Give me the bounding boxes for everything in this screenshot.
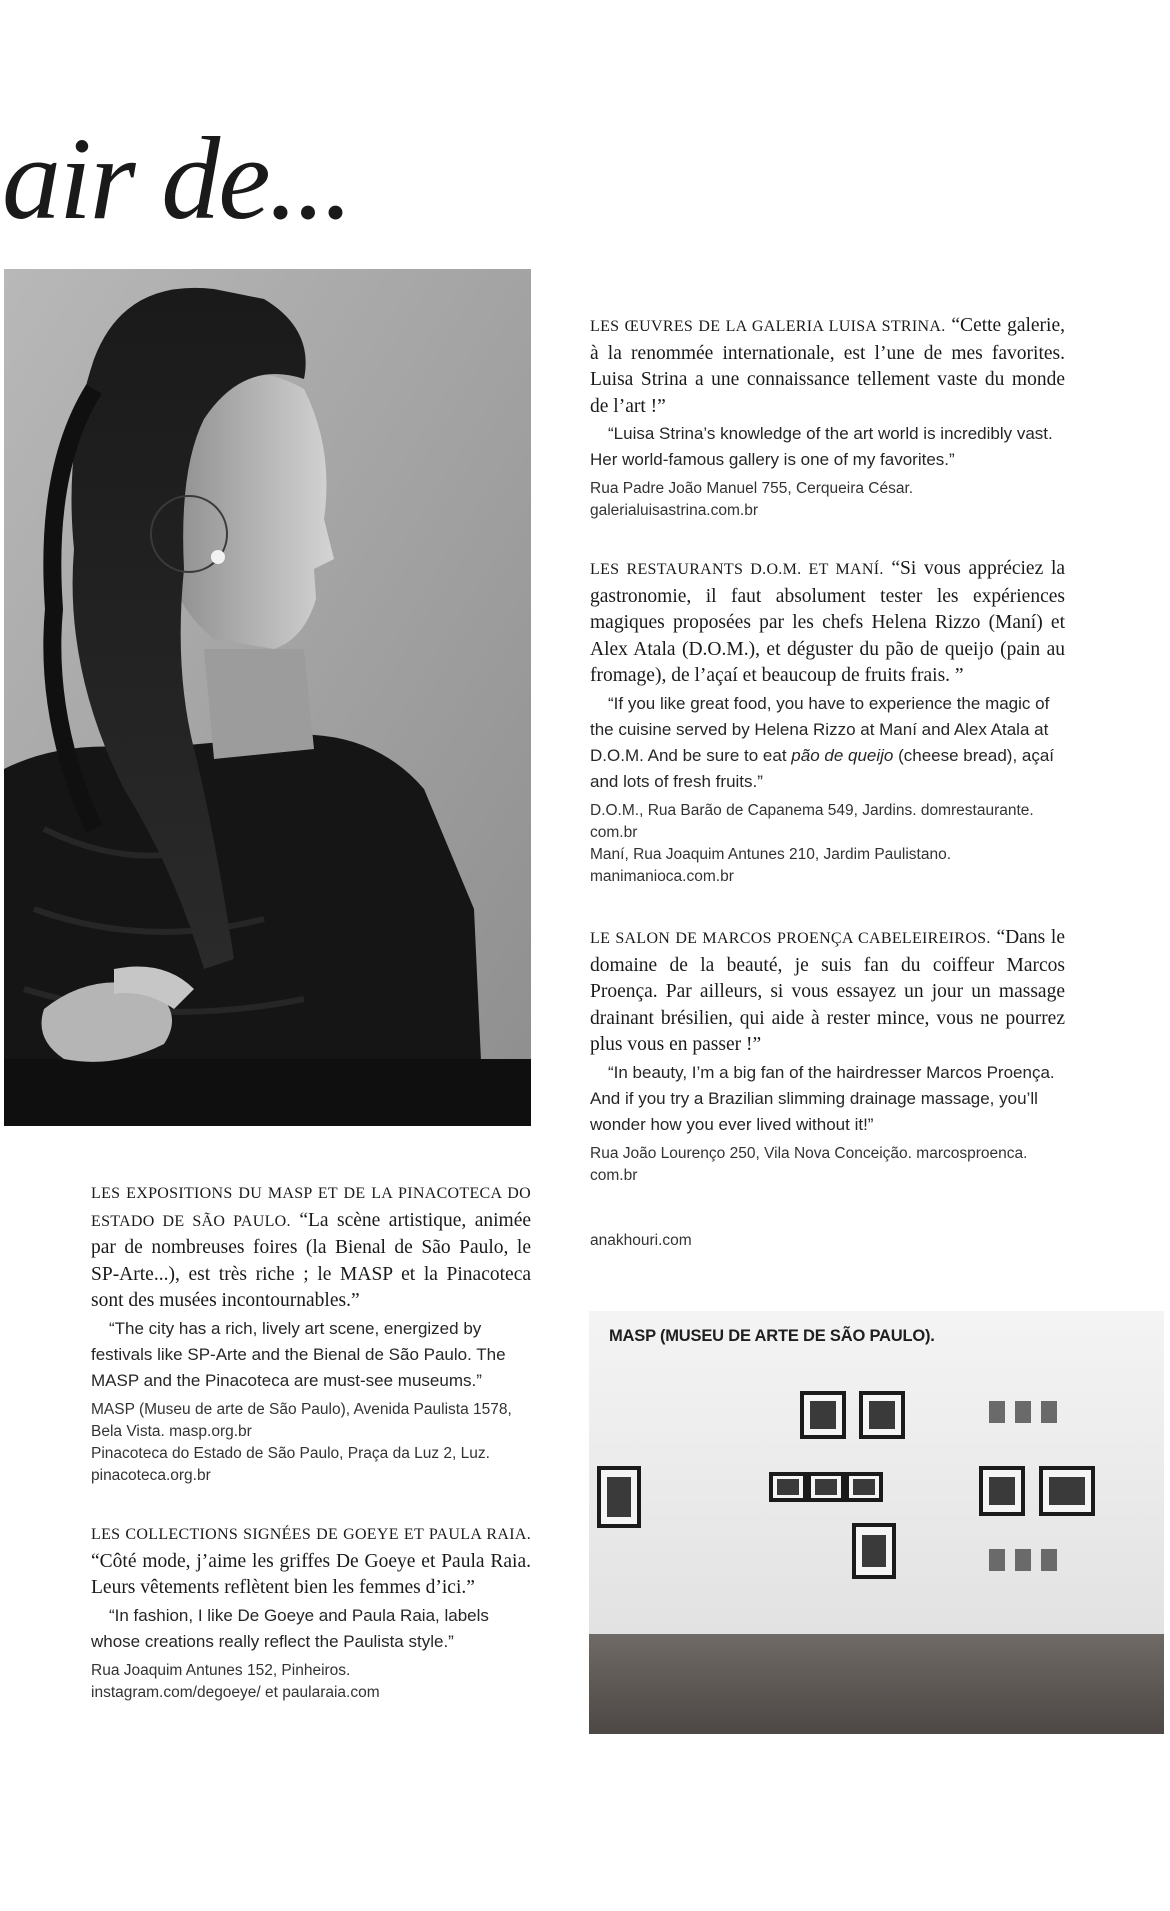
- section-english-italic: pão de queijo: [791, 745, 894, 765]
- website-link[interactable]: anakhouri.com: [590, 1232, 692, 1249]
- section-restaurants-dom-mani: [590, 556, 1065, 888]
- section-degoeye-paularaia: [91, 1521, 531, 1704]
- section-french-text: “Cette galerie, à la renommée internationale, est l’une de mes favorites. Luisa Strina a une connaissance tellement vaste du monde de l’art !”: [590, 315, 1065, 417]
- section-french-text: “Côté mode, j’aime les griffes De Goeye et Paula Raia. Leurs vêtements reflètent bien les femmes d’ici.”: [91, 1550, 531, 1598]
- portrait-photo: [4, 269, 531, 1126]
- section-address-line: galerialuisastrina.com.br: [590, 502, 758, 519]
- page-title: air de...: [2, 113, 352, 244]
- section-english-text: “In fashion, I like De Goeye and Paula Raia, labels whose creations really reflect the Paulista style.”: [91, 1605, 489, 1651]
- masp-photo-caption: MASP (MUSEU DE ARTE DE SÃO PAULO).: [609, 1327, 935, 1345]
- section-address-line: manimanioca.com.br: [590, 867, 734, 885]
- section-english-text: “Luisa Strina’s knowledge of the art world is incredibly vast. Her world-famous gallery is one of my favorites.”: [590, 424, 1053, 469]
- section-address-line: Maní, Rua Joaquim Antunes 210, Jardim Paulistano.: [590, 845, 952, 863]
- section-heading: LES EXPOSITIONS DU MASP ET DE LA PINACOTECA DO ESTADO DE SÃO PAULO.: [91, 1185, 531, 1230]
- section-masp-pinacoteca: [91, 1180, 531, 1487]
- masp-gallery-illustration: [589, 1311, 1164, 1734]
- section-english-text: “The city has a rich, lively art scene, energized by festivals like SP-Arte and the Bienal de São Paulo. The MASP and the Pinacoteca are must-see museums.”: [91, 1318, 506, 1390]
- section-address-line: D.O.M., Rua Barão de Capanema 549, Jardins. domrestaurante.: [590, 801, 1034, 819]
- section-address-line: Rua Joaquim Antunes 152, Pinheiros.: [91, 1661, 351, 1679]
- section-english-text-end: (cheese bread), açaí and lots of fresh fruits.”: [590, 745, 1055, 791]
- section-galeria-luisa-strina: [590, 313, 1065, 522]
- section-salon-marcos-proenca: [590, 925, 1065, 1187]
- section-address-line: Pinacoteca do Estado de São Paulo, Praça da Luz 2, Luz.: [91, 1444, 490, 1462]
- section-french-text: “La scène artistique, animée par de nombreuses foires (la Bienal de São Paulo, le SP-Arte...), est très riche ; le MASP et la Pinacoteca sont des musées incontournables.”: [91, 1209, 532, 1311]
- masp-gallery-photo: [589, 1311, 1164, 1734]
- section-french-text: “Dans le domaine de la beauté, je suis fan du coiffeur Marcos Proença. Par ailleurs, si vous essayez un jour un massage drainant brésilien, qui aide à rester mince, vous ne pourrez plus vous en passer !”: [590, 927, 1065, 1055]
- section-address-line: com.br: [590, 823, 638, 841]
- section-english-text: “In beauty, I’m a big fan of the hairdresser Marcos Proença. And if you try a Brazilian slimming drainage massage, you’ll wonder how you ever lived without it!”: [590, 1062, 1055, 1134]
- section-address-line: instagram.com/degoeye/ et paularaia.com: [91, 1683, 380, 1701]
- section-address-line: Bela Vista. masp.org.br: [91, 1422, 252, 1440]
- section-address-line: Rua João Lourenço 250, Vila Nova Conceição. marcosproenca.: [590, 1144, 1028, 1162]
- section-address-line: MASP (Museu de arte de São Paulo), Avenida Paulista 1578,: [91, 1400, 512, 1418]
- portrait-illustration: [4, 269, 531, 1126]
- section-address-line: pinacoteca.org.br: [91, 1466, 211, 1484]
- section-heading: LES COLLECTIONS SIGNÉES DE GOEYE ET PAULA RAIA.: [91, 1526, 531, 1543]
- section-heading: LES ŒUVRES DE LA GALERIA LUISA STRINA.: [590, 318, 946, 335]
- section-address-line: Rua Padre João Manuel 755, Cerqueira César.: [590, 480, 914, 497]
- section-english-text: “If you like great food, you have to experience the magic of the cuisine served by Helena Rizzo at Maní and Alex Atala at D.O.M. And be sure to eat: [590, 693, 1050, 765]
- section-heading: LES RESTAURANTS D.O.M. ET MANÍ.: [590, 561, 884, 578]
- section-address-line: com.br: [590, 1166, 638, 1184]
- section-heading: LE SALON DE MARCOS PROENÇA CABELEIREIROS.: [590, 930, 991, 947]
- section-french-text: “Si vous appréciez la gastronomie, il faut absolument tester les expériences magiques proposées par les chefs Helena Rizzo (Maní) et Alex Atala (D.O.M.), et déguster du pão de queijo (pain au fromage), de l’açaí et beaucoup de fruits frais. ”: [590, 558, 1066, 686]
